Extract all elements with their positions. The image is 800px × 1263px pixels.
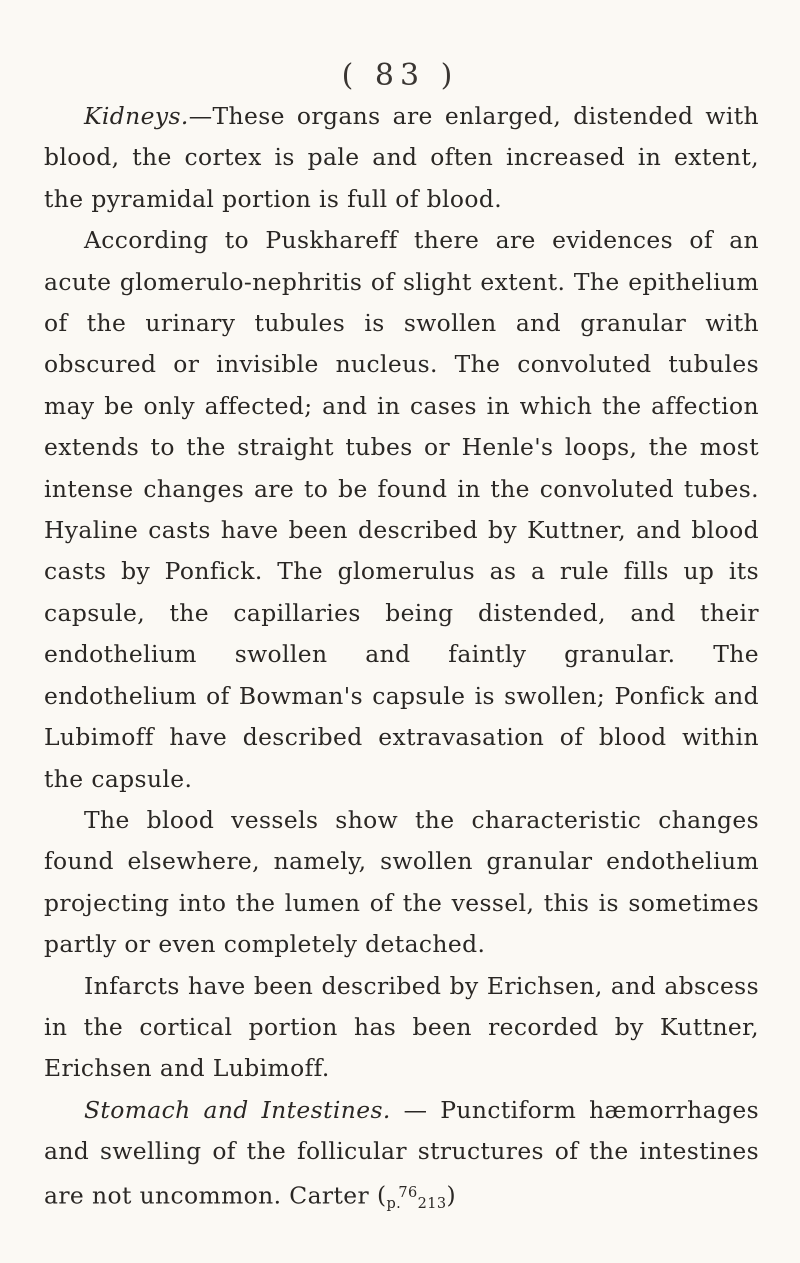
reference-subscript: 213: [417, 1196, 447, 1213]
paragraph-stomach: [44, 1090, 759, 1226]
page-number: ( 83 ): [341, 58, 459, 93]
reference-prefix: p.: [386, 1196, 402, 1213]
section-heading-stomach: Stomach and Intestines.: [84, 1095, 391, 1124]
paragraph-text: According to Puskhareff there are evidences of an acute glomerulo-nephritis of slight extent. The epithelium of the urinary tubules is swollen and granular with obscured or invisible nucleus. The convoluted tubules may be only affected; and in cases in which the affection extends to the straight tubes or Henle's loops, the most intense changes are to be found in the convoluted tubes. Hyaline casts have been described by Kuttner, and blood casts by Ponfick. The glomerulus as a rule fills up its capsule, the capillaries being distended, and their endothelium swollen and faintly granular. The endothelium of Bowman's capsule is swollen; Ponfick and Lubimoff have described extravasation of blood within the capsule.: [44, 226, 759, 793]
reference-close-paren: ): [446, 1181, 456, 1210]
reference-open-paren: (: [376, 1181, 387, 1210]
body-text: [44, 96, 759, 1226]
paragraph-blood-vessels: [44, 800, 759, 966]
paragraph-puskhareff: [44, 220, 759, 800]
paragraph-text: Infarcts have been described by Erichsen, and abscess in the cortical portion has been recorded by Kuttner, Erichsen and Lubimoff.: [44, 971, 759, 1083]
page-reference: [376, 1181, 456, 1213]
reference-superscript: 76: [398, 1184, 418, 1201]
paragraph-infarcts: [44, 966, 759, 1090]
paragraph-text: The blood vessels show the characteristic changes found elsewhere, namely, swollen granular endothelium projecting into the lumen of the vessel, this is sometimes partly or even completely detached.: [44, 805, 759, 959]
paragraph-text: —These organs are enlarged, distended with blood, the cortex is pale and often increased in extent, the pyramidal portion is full of blood.: [44, 102, 759, 213]
paragraph-text: — Punctiform hæmorrhages and swelling of the follicular structures of the intestines are not uncommon. Carter: [44, 1095, 759, 1210]
section-heading-kidneys: Kidneys.: [84, 102, 189, 130]
paragraph-kidneys: [44, 96, 759, 220]
